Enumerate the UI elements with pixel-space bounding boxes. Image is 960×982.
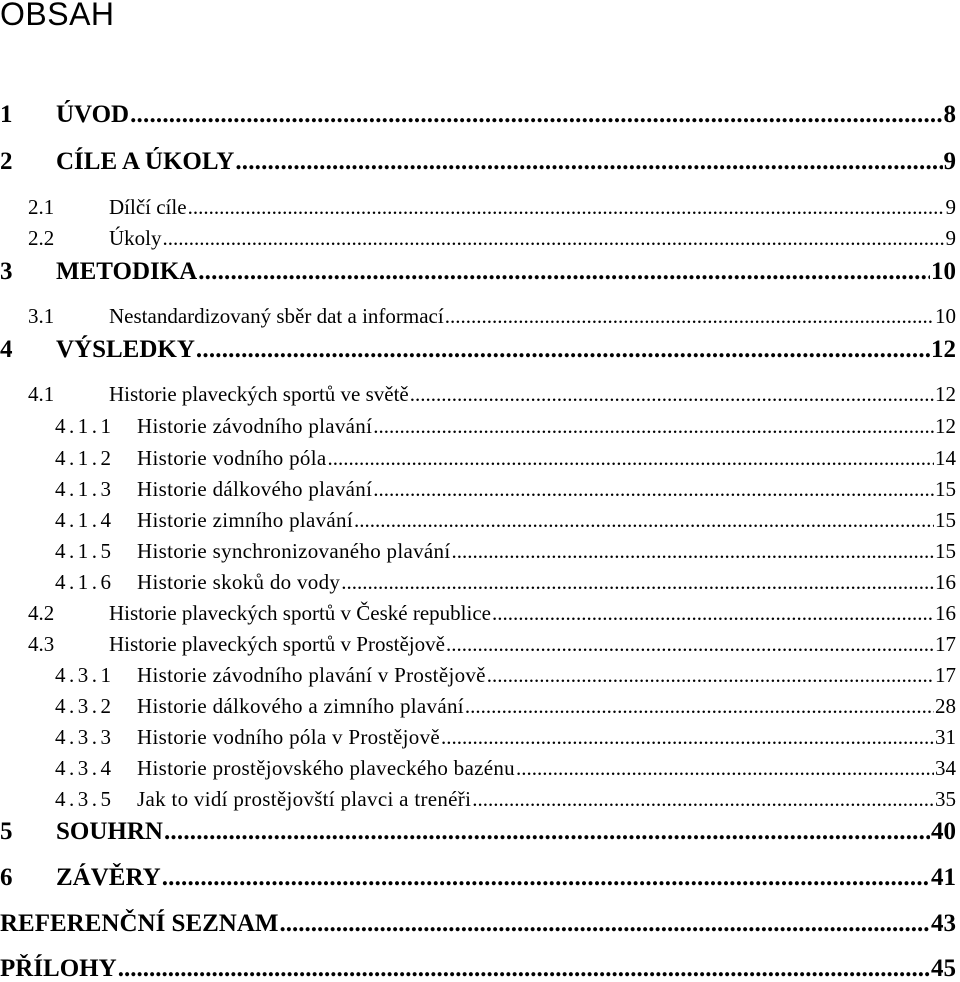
- toc-entry-zavodni-plavani-prostejov[interactable]: [0, 665, 956, 686]
- toc-title: Historie vodního póla v Prostějově: [137, 725, 440, 749]
- toc-number: 2.2: [28, 226, 55, 250]
- toc-number: 2: [0, 148, 13, 175]
- toc-page-number: 12: [935, 414, 956, 438]
- dot-leader: [354, 510, 934, 531]
- dot-leader: [451, 541, 934, 562]
- dot-leader: [516, 758, 934, 779]
- toc-number: 4.1.5: [55, 539, 115, 563]
- toc-number: 3.1: [28, 304, 55, 328]
- dot-leader: [327, 448, 934, 469]
- toc-entry-bazen[interactable]: [0, 758, 956, 779]
- toc-title: METODIKA: [56, 258, 198, 285]
- dot-leader: [196, 337, 930, 362]
- toc-title: Nestandardizovaný sběr dat a informací: [109, 304, 444, 328]
- dot-leader: [118, 956, 930, 981]
- dot-leader: [373, 479, 934, 500]
- dot-leader: [280, 911, 930, 936]
- toc-title: Historie plaveckých sportů v Prostějově: [109, 632, 445, 656]
- toc-entry-souhrn[interactable]: [0, 819, 956, 844]
- toc-entry-zavery[interactable]: [0, 865, 956, 890]
- toc-title: Historie plaveckých sportů ve světě: [109, 382, 409, 406]
- toc-number: 4.1: [28, 382, 55, 406]
- toc-page-number: 12: [935, 382, 956, 406]
- toc-entry-referencni-seznam[interactable]: [0, 911, 956, 936]
- toc-page-number: 35: [935, 787, 956, 811]
- dot-leader: [162, 865, 930, 890]
- toc-page-number: 10: [935, 304, 956, 328]
- toc-page-number: 8: [943, 101, 956, 128]
- toc-number: 4: [0, 336, 13, 363]
- dot-leader: [163, 228, 945, 249]
- dot-leader: [188, 197, 945, 218]
- toc-entry-ceska-republika[interactable]: [0, 603, 956, 624]
- toc-entry-prostejov[interactable]: [0, 634, 956, 655]
- toc-page-number: 17: [935, 632, 956, 656]
- toc-page-number: 16: [935, 601, 956, 625]
- dot-leader: [445, 306, 934, 327]
- toc-title: Historie dálkového a zimního plavání: [137, 694, 464, 718]
- dot-leader: [446, 634, 934, 655]
- toc-entry-nestandardizovany-sber[interactable]: [0, 306, 956, 327]
- toc-number: 4.3.3: [55, 725, 115, 749]
- toc-number: 4.1.4: [55, 508, 115, 532]
- toc-number: 4.1.2: [55, 446, 115, 470]
- toc-number: 3: [0, 258, 13, 285]
- dot-leader: [235, 149, 942, 174]
- toc-title: Jak to vidí prostějovští plavci a trenéři: [137, 787, 472, 811]
- toc-entry-vysledky[interactable]: [0, 337, 956, 362]
- toc-entry-metodika[interactable]: [0, 259, 956, 284]
- dot-leader: [373, 416, 934, 437]
- toc-title: Historie plaveckých sportů v České republice: [109, 601, 491, 625]
- toc-page-number: 31: [935, 725, 956, 749]
- toc-title: Historie zimního plavání: [137, 508, 353, 532]
- dot-leader: [492, 603, 934, 624]
- toc-title: Historie závodního plavání: [137, 414, 373, 438]
- toc-entry-synchronizovane-plavani[interactable]: [0, 541, 956, 562]
- toc-number: 4.3.1: [55, 663, 115, 687]
- toc-title: Historie závodního plavání v Prostějově: [137, 663, 486, 687]
- toc-title: VÝSLEDKY: [56, 336, 195, 363]
- toc-number: 4.2: [28, 601, 55, 625]
- toc-entry-plavci-a-treneri[interactable]: [0, 789, 956, 810]
- toc-page-number: 9: [945, 195, 956, 219]
- dot-leader: [198, 259, 930, 284]
- toc-number: 6: [0, 864, 13, 891]
- toc-number: 4.1.1: [55, 414, 115, 438]
- toc-title: PŘÍLOHY: [0, 955, 117, 982]
- toc-entry-vodni-polo-prostejov[interactable]: [0, 727, 956, 748]
- toc-entry-vodni-polo[interactable]: [0, 448, 956, 469]
- toc-number: 4.3: [28, 632, 55, 656]
- toc-entry-dalkove-a-zimni[interactable]: [0, 696, 956, 717]
- toc-entry-historie-ve-svete[interactable]: [0, 384, 956, 405]
- toc-entry-uvod[interactable]: [0, 102, 956, 127]
- toc-number: 4.3.2: [55, 694, 115, 718]
- toc-page-number: 41: [931, 864, 956, 891]
- toc-page-number: 34: [935, 756, 956, 780]
- toc-entry-zavodni-plavani[interactable]: [0, 416, 956, 437]
- toc-entry-ukoly[interactable]: [0, 228, 956, 249]
- toc-page-number: 9: [943, 148, 956, 175]
- toc-page-number: 15: [935, 539, 956, 563]
- toc-title: Úkoly: [109, 226, 162, 250]
- page-title: OBSAH: [0, 0, 115, 32]
- toc-title: Historie prostějovského plaveckého bazénu: [137, 756, 515, 780]
- toc-number: 4.3.5: [55, 787, 115, 811]
- dot-leader: [441, 727, 934, 748]
- toc-page-number: 45: [931, 955, 956, 982]
- toc-page-number: 10: [931, 258, 956, 285]
- toc-page-number: 16: [935, 570, 956, 594]
- dot-leader: [487, 665, 934, 686]
- toc-page-number: 43: [931, 910, 956, 937]
- toc-title: Dílčí cíle: [109, 195, 187, 219]
- toc-number: 2.1: [28, 195, 55, 219]
- toc-entry-cile-a-ukoly[interactable]: [0, 149, 956, 174]
- toc-title: Historie synchronizovaného plavání: [137, 539, 451, 563]
- toc-number: 4.1.6: [55, 570, 115, 594]
- toc-entry-dilci-cile[interactable]: [0, 197, 956, 218]
- toc-page-number: 15: [935, 477, 956, 501]
- toc-title: Historie dálkového plavání: [137, 477, 373, 501]
- toc-number: 1: [0, 101, 13, 128]
- toc-title: REFERENČNÍ SEZNAM: [0, 910, 279, 937]
- toc-page-number: 17: [935, 663, 956, 687]
- toc-number: 4.3.4: [55, 756, 115, 780]
- toc-entry-skoky-do-vody[interactable]: [0, 572, 956, 593]
- toc-page-number: 9: [945, 226, 956, 250]
- toc-title: Historie skoků do vody: [137, 570, 341, 594]
- toc-page-number: 28: [935, 694, 956, 718]
- toc-number: 5: [0, 818, 13, 845]
- toc-page-number: 12: [931, 336, 956, 363]
- dot-leader: [465, 696, 934, 717]
- toc-entry-zimni-plavani[interactable]: [0, 510, 956, 531]
- toc-number: 4.1.3: [55, 477, 115, 501]
- dot-leader: [472, 789, 934, 810]
- toc-title: SOUHRN: [56, 818, 163, 845]
- dot-leader: [410, 384, 934, 405]
- dot-leader: [341, 572, 934, 593]
- dot-leader: [130, 102, 942, 127]
- toc-page-number: 14: [935, 446, 956, 470]
- toc-title: ÚVOD: [56, 101, 130, 128]
- toc-page-number: 15: [935, 508, 956, 532]
- toc-title: ZÁVĚRY: [56, 864, 161, 891]
- toc-title: CÍLE A ÚKOLY: [56, 148, 235, 175]
- toc-page-number: 40: [931, 818, 956, 845]
- toc-entry-prilohy[interactable]: [0, 956, 956, 981]
- toc-title: Historie vodního póla: [137, 446, 327, 470]
- toc-entry-dalkove-plavani[interactable]: [0, 479, 956, 500]
- dot-leader: [164, 819, 930, 844]
